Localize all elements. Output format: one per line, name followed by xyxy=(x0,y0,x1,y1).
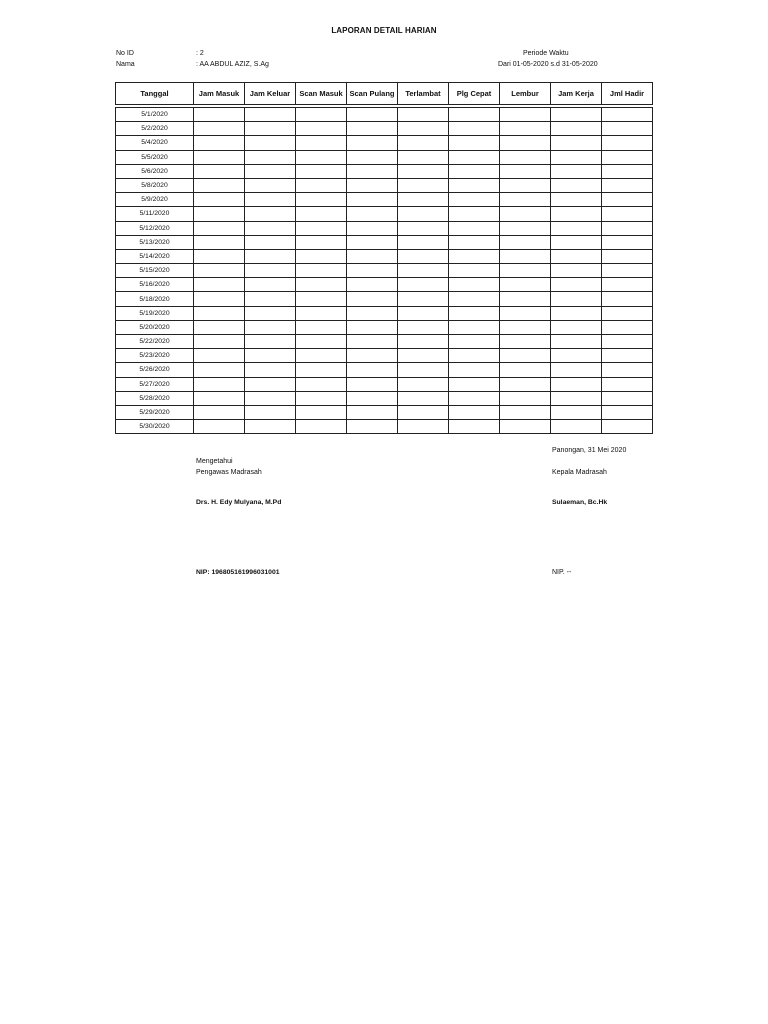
empty-cell xyxy=(500,377,551,391)
empty-cell xyxy=(194,320,245,334)
date-cell: 5/16/2020 xyxy=(116,278,194,292)
table-row xyxy=(116,264,653,278)
date-cell: 5/13/2020 xyxy=(116,235,194,249)
empty-cell xyxy=(500,150,551,164)
empty-cell xyxy=(194,349,245,363)
empty-cell xyxy=(398,235,449,249)
empty-cell xyxy=(602,391,653,405)
empty-cell xyxy=(347,405,398,419)
table-row xyxy=(116,377,653,391)
empty-cell xyxy=(194,264,245,278)
empty-cell xyxy=(296,377,347,391)
empty-cell xyxy=(245,335,296,349)
empty-cell xyxy=(194,207,245,221)
empty-cell xyxy=(347,122,398,136)
empty-cell xyxy=(296,335,347,349)
empty-cell xyxy=(551,207,602,221)
empty-cell xyxy=(449,292,500,306)
empty-cell xyxy=(500,122,551,136)
empty-cell xyxy=(500,405,551,419)
report-title: LAPORAN DETAIL HARIAN xyxy=(331,26,437,35)
empty-cell xyxy=(347,136,398,150)
empty-cell xyxy=(602,264,653,278)
empty-cell xyxy=(245,207,296,221)
empty-cell xyxy=(602,193,653,207)
empty-cell xyxy=(347,264,398,278)
empty-cell xyxy=(347,306,398,320)
empty-cell xyxy=(245,122,296,136)
empty-cell xyxy=(551,235,602,249)
table-row xyxy=(116,249,653,263)
empty-cell xyxy=(449,136,500,150)
empty-cell xyxy=(347,235,398,249)
employee-id-label: No ID xyxy=(116,50,134,57)
empty-cell xyxy=(245,420,296,434)
empty-cell xyxy=(500,193,551,207)
empty-cell xyxy=(347,108,398,122)
empty-cell xyxy=(398,405,449,419)
table-row xyxy=(116,306,653,320)
date-cell: 5/29/2020 xyxy=(116,405,194,419)
empty-cell xyxy=(602,122,653,136)
empty-cell xyxy=(500,207,551,221)
empty-cell xyxy=(296,108,347,122)
empty-cell xyxy=(245,278,296,292)
empty-cell xyxy=(347,377,398,391)
empty-cell xyxy=(296,249,347,263)
column-header: Scan Pulang xyxy=(347,83,398,105)
empty-cell xyxy=(551,335,602,349)
empty-cell xyxy=(347,207,398,221)
table-row xyxy=(116,405,653,419)
empty-cell xyxy=(245,349,296,363)
empty-cell xyxy=(245,377,296,391)
empty-cell xyxy=(194,249,245,263)
empty-cell xyxy=(500,178,551,192)
table-row xyxy=(116,164,653,178)
empty-cell xyxy=(551,136,602,150)
empty-cell xyxy=(245,249,296,263)
empty-cell xyxy=(398,164,449,178)
attendance-table xyxy=(115,82,653,434)
empty-cell xyxy=(551,264,602,278)
empty-cell xyxy=(194,363,245,377)
empty-cell xyxy=(398,306,449,320)
empty-cell xyxy=(551,178,602,192)
empty-cell xyxy=(194,377,245,391)
empty-cell xyxy=(602,349,653,363)
table-row xyxy=(116,122,653,136)
empty-cell xyxy=(551,420,602,434)
empty-cell xyxy=(347,349,398,363)
empty-cell xyxy=(449,164,500,178)
empty-cell xyxy=(449,391,500,405)
empty-cell xyxy=(602,136,653,150)
table-row xyxy=(116,391,653,405)
empty-cell xyxy=(194,235,245,249)
empty-cell xyxy=(449,264,500,278)
empty-cell xyxy=(602,335,653,349)
empty-cell xyxy=(245,363,296,377)
empty-cell xyxy=(449,221,500,235)
empty-cell xyxy=(398,278,449,292)
empty-cell xyxy=(449,349,500,363)
empty-cell xyxy=(398,391,449,405)
empty-cell xyxy=(347,221,398,235)
empty-cell xyxy=(245,292,296,306)
empty-cell xyxy=(551,150,602,164)
empty-cell xyxy=(245,136,296,150)
empty-cell xyxy=(296,278,347,292)
date-cell: 5/30/2020 xyxy=(116,420,194,434)
column-header: Tanggal xyxy=(116,83,194,105)
empty-cell xyxy=(398,122,449,136)
empty-cell xyxy=(551,377,602,391)
empty-cell xyxy=(551,278,602,292)
empty-cell xyxy=(398,249,449,263)
empty-cell xyxy=(245,150,296,164)
empty-cell xyxy=(398,108,449,122)
table-header-row xyxy=(116,83,653,105)
empty-cell xyxy=(194,136,245,150)
empty-cell xyxy=(551,249,602,263)
empty-cell xyxy=(602,178,653,192)
table-row xyxy=(116,193,653,207)
table-row xyxy=(116,136,653,150)
empty-cell xyxy=(296,391,347,405)
empty-cell xyxy=(500,164,551,178)
empty-cell xyxy=(194,306,245,320)
empty-cell xyxy=(602,207,653,221)
empty-cell xyxy=(296,292,347,306)
date-cell: 5/9/2020 xyxy=(116,193,194,207)
date-cell: 5/12/2020 xyxy=(116,221,194,235)
empty-cell xyxy=(500,108,551,122)
empty-cell xyxy=(602,420,653,434)
empty-cell xyxy=(449,178,500,192)
table-row xyxy=(116,420,653,434)
table-row xyxy=(116,363,653,377)
empty-cell xyxy=(296,136,347,150)
empty-cell xyxy=(602,108,653,122)
empty-cell xyxy=(194,335,245,349)
empty-cell xyxy=(296,164,347,178)
table-row xyxy=(116,108,653,122)
empty-cell xyxy=(347,178,398,192)
empty-cell xyxy=(398,420,449,434)
empty-cell xyxy=(449,122,500,136)
empty-cell xyxy=(347,292,398,306)
empty-cell xyxy=(245,164,296,178)
empty-cell xyxy=(449,108,500,122)
empty-cell xyxy=(551,108,602,122)
empty-cell xyxy=(398,335,449,349)
supervisor-role: Pengawas Madrasah xyxy=(196,469,262,476)
date-cell: 5/11/2020 xyxy=(116,207,194,221)
empty-cell xyxy=(602,377,653,391)
empty-cell xyxy=(194,221,245,235)
empty-cell xyxy=(347,391,398,405)
date-cell: 5/27/2020 xyxy=(116,377,194,391)
empty-cell xyxy=(347,150,398,164)
supervisor-nip: NIP: 196805161996031001 xyxy=(196,569,280,576)
empty-cell xyxy=(245,178,296,192)
empty-cell xyxy=(296,150,347,164)
empty-cell xyxy=(398,136,449,150)
period-label: Periode Waktu xyxy=(523,50,569,57)
empty-cell xyxy=(296,207,347,221)
date-cell: 5/23/2020 xyxy=(116,349,194,363)
empty-cell xyxy=(398,292,449,306)
empty-cell xyxy=(347,278,398,292)
empty-cell xyxy=(602,320,653,334)
empty-cell xyxy=(347,420,398,434)
empty-cell xyxy=(296,306,347,320)
principal-nip: NIP. -- xyxy=(552,569,572,576)
empty-cell xyxy=(500,363,551,377)
empty-cell xyxy=(602,278,653,292)
empty-cell xyxy=(500,235,551,249)
employee-name-label: Nama xyxy=(116,61,135,68)
table-row xyxy=(116,178,653,192)
empty-cell xyxy=(296,420,347,434)
empty-cell xyxy=(398,377,449,391)
table-row xyxy=(116,292,653,306)
empty-cell xyxy=(500,292,551,306)
column-header: Plg Cepat xyxy=(449,83,500,105)
column-header: Jam Masuk xyxy=(194,83,245,105)
empty-cell xyxy=(296,264,347,278)
empty-cell xyxy=(245,193,296,207)
empty-cell xyxy=(194,391,245,405)
date-cell: 5/5/2020 xyxy=(116,150,194,164)
date-cell: 5/6/2020 xyxy=(116,164,194,178)
date-cell: 5/15/2020 xyxy=(116,264,194,278)
empty-cell xyxy=(194,193,245,207)
empty-cell xyxy=(449,249,500,263)
empty-cell xyxy=(551,405,602,419)
empty-cell xyxy=(449,207,500,221)
date-cell: 5/14/2020 xyxy=(116,249,194,263)
empty-cell xyxy=(551,320,602,334)
date-cell: 5/26/2020 xyxy=(116,363,194,377)
empty-cell xyxy=(194,178,245,192)
empty-cell xyxy=(296,178,347,192)
empty-cell xyxy=(602,221,653,235)
table-row xyxy=(116,221,653,235)
table-row xyxy=(116,235,653,249)
empty-cell xyxy=(551,292,602,306)
empty-cell xyxy=(551,363,602,377)
empty-cell xyxy=(551,349,602,363)
empty-cell xyxy=(245,264,296,278)
period-range: Dari 01-05-2020 s.d 31-05-2020 xyxy=(498,61,598,68)
empty-cell xyxy=(602,405,653,419)
empty-cell xyxy=(449,193,500,207)
column-header: Jml Hadir xyxy=(602,83,653,105)
empty-cell xyxy=(194,164,245,178)
empty-cell xyxy=(296,363,347,377)
empty-cell xyxy=(245,320,296,334)
principal-name: Sulaeman, Bc.Hk xyxy=(552,499,608,506)
empty-cell xyxy=(245,391,296,405)
empty-cell xyxy=(551,391,602,405)
date-cell: 5/22/2020 xyxy=(116,335,194,349)
table-row xyxy=(116,320,653,334)
empty-cell xyxy=(449,377,500,391)
empty-cell xyxy=(449,150,500,164)
empty-cell xyxy=(194,420,245,434)
supervisor-name: Drs. H. Edy Mulyana, M.Pd xyxy=(196,499,282,506)
empty-cell xyxy=(449,335,500,349)
empty-cell xyxy=(296,193,347,207)
date-cell: 5/20/2020 xyxy=(116,320,194,334)
empty-cell xyxy=(551,221,602,235)
empty-cell xyxy=(398,193,449,207)
empty-cell xyxy=(296,221,347,235)
empty-cell xyxy=(296,320,347,334)
empty-cell xyxy=(551,306,602,320)
empty-cell xyxy=(398,320,449,334)
empty-cell xyxy=(449,278,500,292)
empty-cell xyxy=(194,405,245,419)
empty-cell xyxy=(347,164,398,178)
empty-cell xyxy=(347,249,398,263)
empty-cell xyxy=(398,150,449,164)
empty-cell xyxy=(500,320,551,334)
empty-cell xyxy=(296,235,347,249)
empty-cell xyxy=(449,363,500,377)
empty-cell xyxy=(602,306,653,320)
employee-name-value: : AA ABDUL AZIZ, S.Ag xyxy=(196,61,269,68)
employee-id-value: : 2 xyxy=(196,50,204,57)
date-cell: 5/1/2020 xyxy=(116,108,194,122)
date-cell: 5/8/2020 xyxy=(116,178,194,192)
empty-cell xyxy=(449,420,500,434)
date-cell: 5/4/2020 xyxy=(116,136,194,150)
empty-cell xyxy=(551,122,602,136)
column-header: Scan Masuk xyxy=(296,83,347,105)
empty-cell xyxy=(500,420,551,434)
empty-cell xyxy=(602,150,653,164)
empty-cell xyxy=(551,164,602,178)
table-row xyxy=(116,150,653,164)
column-header: Terlambat xyxy=(398,83,449,105)
empty-cell xyxy=(398,221,449,235)
column-header: Lembur xyxy=(500,83,551,105)
empty-cell xyxy=(500,349,551,363)
empty-cell xyxy=(245,221,296,235)
empty-cell xyxy=(602,164,653,178)
empty-cell xyxy=(500,264,551,278)
empty-cell xyxy=(194,150,245,164)
empty-cell xyxy=(398,178,449,192)
table-body xyxy=(116,108,653,434)
table-row xyxy=(116,207,653,221)
date-cell: 5/28/2020 xyxy=(116,391,194,405)
date-cell: 5/19/2020 xyxy=(116,306,194,320)
table-row xyxy=(116,349,653,363)
date-cell: 5/2/2020 xyxy=(116,122,194,136)
acknowledged-label: Mengetahui xyxy=(196,458,233,465)
empty-cell xyxy=(500,391,551,405)
empty-cell xyxy=(602,235,653,249)
empty-cell xyxy=(245,108,296,122)
empty-cell xyxy=(500,249,551,263)
date-cell: 5/18/2020 xyxy=(116,292,194,306)
empty-cell xyxy=(500,278,551,292)
empty-cell xyxy=(296,405,347,419)
empty-cell xyxy=(347,320,398,334)
empty-cell xyxy=(245,306,296,320)
empty-cell xyxy=(398,363,449,377)
empty-cell xyxy=(194,292,245,306)
table-row xyxy=(116,335,653,349)
empty-cell xyxy=(398,264,449,278)
empty-cell xyxy=(347,335,398,349)
empty-cell xyxy=(500,221,551,235)
empty-cell xyxy=(500,335,551,349)
column-header: Jam Kerja xyxy=(551,83,602,105)
table-row xyxy=(116,278,653,292)
empty-cell xyxy=(602,292,653,306)
empty-cell xyxy=(245,405,296,419)
empty-cell xyxy=(347,363,398,377)
place-date: Panongan, 31 Mei 2020 xyxy=(552,447,627,454)
empty-cell xyxy=(194,108,245,122)
empty-cell xyxy=(398,207,449,221)
empty-cell xyxy=(602,363,653,377)
principal-role: Kepala Madrasah xyxy=(552,469,607,476)
empty-cell xyxy=(500,306,551,320)
empty-cell xyxy=(449,405,500,419)
empty-cell xyxy=(245,235,296,249)
empty-cell xyxy=(602,249,653,263)
column-header: Jam Keluar xyxy=(245,83,296,105)
empty-cell xyxy=(296,349,347,363)
empty-cell xyxy=(449,235,500,249)
empty-cell xyxy=(500,136,551,150)
empty-cell xyxy=(449,306,500,320)
empty-cell xyxy=(194,278,245,292)
empty-cell xyxy=(449,320,500,334)
empty-cell xyxy=(347,193,398,207)
empty-cell xyxy=(296,122,347,136)
empty-cell xyxy=(551,193,602,207)
empty-cell xyxy=(194,122,245,136)
empty-cell xyxy=(398,349,449,363)
